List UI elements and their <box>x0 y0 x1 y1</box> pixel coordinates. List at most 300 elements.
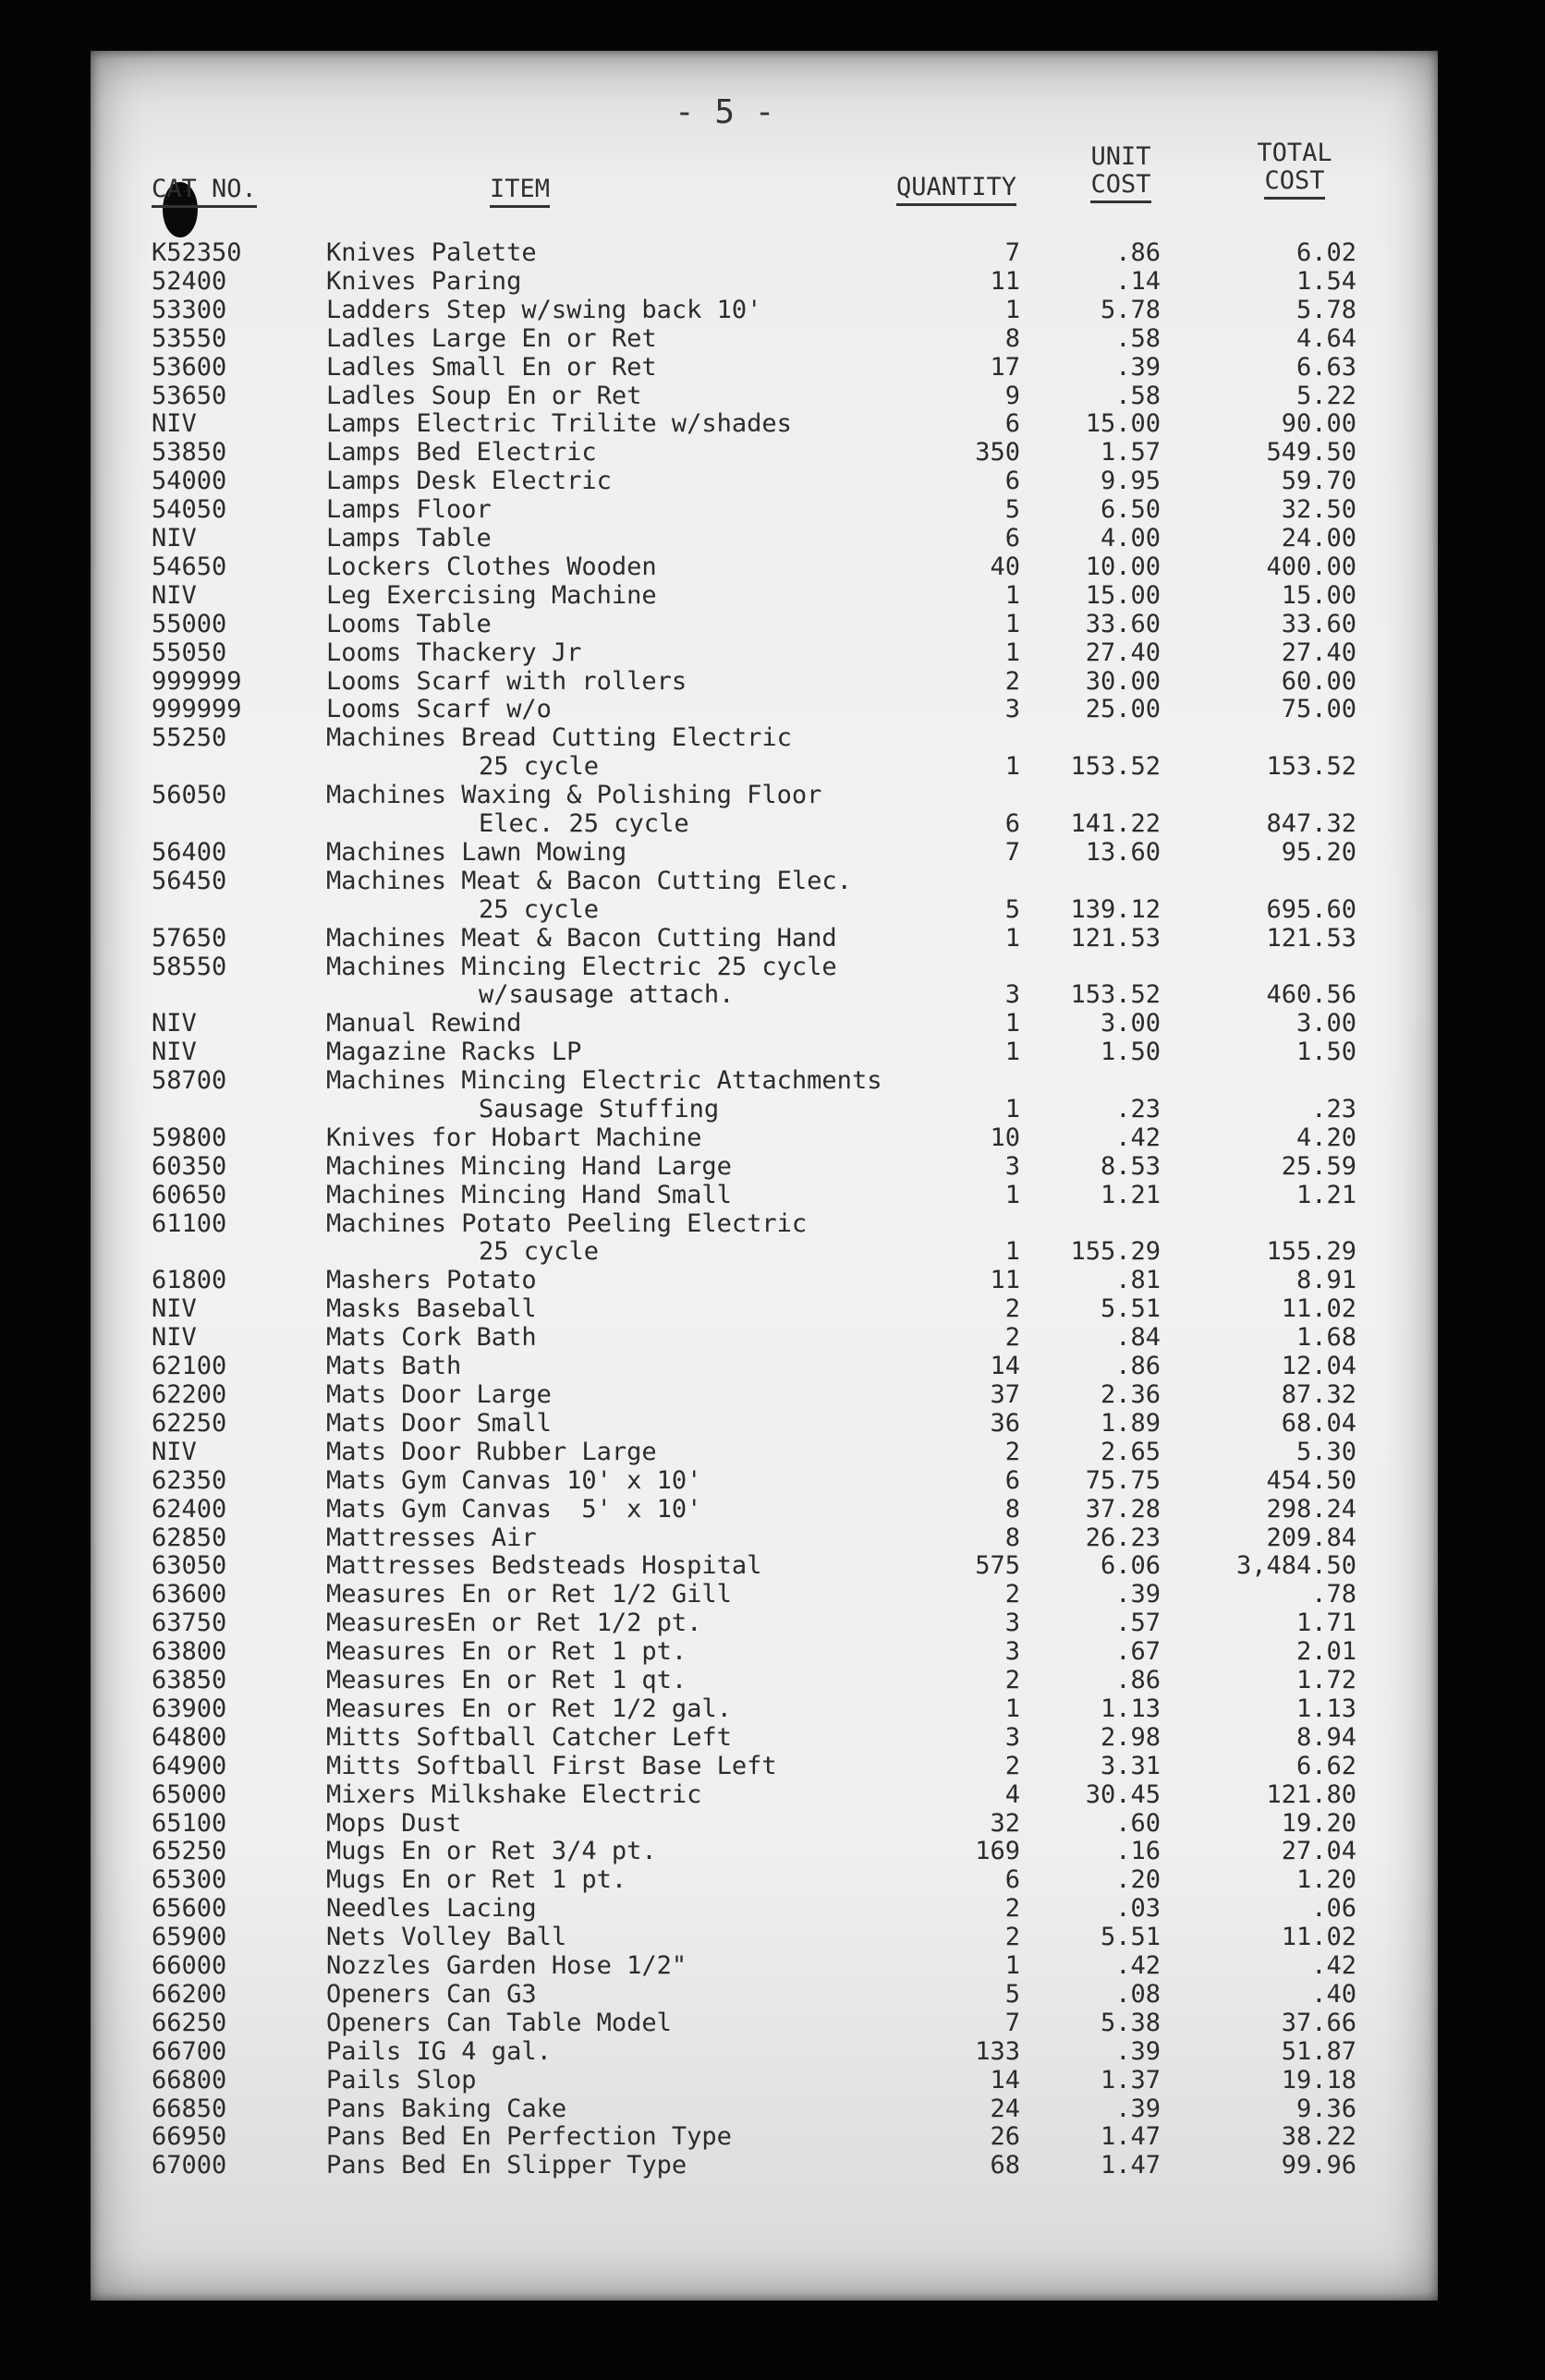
quantity-cell: 68 <box>990 2151 1020 2180</box>
header-unit-cost-line1: UNIT <box>1090 142 1151 171</box>
table-row <box>91 1353 1438 1381</box>
item-cell: Pans Bed En Slipper Type <box>326 2151 687 2180</box>
quantity-cell: 2 <box>1004 1580 1020 1609</box>
quantity-cell: 7 <box>1004 238 1020 267</box>
table-row <box>91 1924 1438 1952</box>
total-cost-cell: 1.20 <box>1296 1865 1356 1895</box>
total-cost-cell: .23 <box>1311 1094 1356 1123</box>
item-cell: Mashers Potato <box>326 1266 537 1295</box>
quantity-cell: 1 <box>1004 1009 1020 1038</box>
cat-no-cell: 63850 <box>152 1666 227 1694</box>
quantity-cell: 169 <box>975 1837 1020 1866</box>
item-cell: Mattresses Air <box>326 1523 537 1552</box>
unit-cost-cell: 3.00 <box>1100 1009 1161 1038</box>
item-cell: Ladles Large En or Ret <box>326 323 657 353</box>
item-cell: Mugs En or Ret 3/4 pt. <box>326 1837 657 1866</box>
table-row <box>91 2123 1438 2152</box>
header-cat-no <box>152 176 257 203</box>
quantity-cell: 4 <box>1004 1779 1020 1809</box>
quantity-cell: 3 <box>1004 695 1020 724</box>
cat-no-cell: 63050 <box>152 1551 227 1581</box>
cat-no-cell: 64800 <box>152 1722 227 1752</box>
table-row <box>91 468 1438 496</box>
total-cost-cell: .78 <box>1311 1580 1356 1609</box>
total-cost-cell: 87.32 <box>1281 1380 1356 1409</box>
item-cell: MeasuresEn or Ret 1/2 pt. <box>326 1609 702 1638</box>
total-cost-cell: 68.04 <box>1281 1408 1356 1438</box>
unit-cost-cell: 8.53 <box>1100 1151 1161 1181</box>
unit-cost-cell: 13.60 <box>1085 837 1161 867</box>
quantity-cell: 26 <box>990 2122 1020 2152</box>
table-row <box>91 382 1438 411</box>
cat-no-cell: 57650 <box>152 923 227 953</box>
item-cell: Lockers Clothes Wooden <box>326 552 657 581</box>
item-cell: Mattresses Bedsteads Hospital <box>326 1551 762 1581</box>
item-cell: Lamps Electric Trilite w/shades <box>326 409 792 439</box>
quantity-cell: 36 <box>990 1408 1020 1438</box>
cat-no-cell: 59800 <box>152 1123 227 1152</box>
cat-no-cell: 66000 <box>152 1951 227 1980</box>
cat-no-cell: 53300 <box>152 295 227 324</box>
item-cell: Pails Slop <box>326 2065 477 2095</box>
total-cost-cell: 51.87 <box>1281 2036 1356 2066</box>
table-row <box>91 1182 1438 1210</box>
total-cost-cell: 9.36 <box>1296 2094 1356 2123</box>
unit-cost-cell: .39 <box>1115 352 1161 382</box>
table-row <box>91 1753 1438 1781</box>
unit-cost-cell: .58 <box>1115 381 1161 410</box>
quantity-cell: 2 <box>1004 1666 1020 1694</box>
quantity-cell: 1 <box>1004 1694 1020 1723</box>
item-cell: Mitts Softball First Base Left <box>326 1751 777 1780</box>
cat-no-cell: 55000 <box>152 609 227 638</box>
item-cell: Mitts Softball Catcher Left <box>326 1722 732 1752</box>
cat-no-cell: 63800 <box>152 1637 227 1667</box>
item-cell: Mugs En or Ret 1 pt. <box>326 1865 627 1895</box>
cat-no-cell: 65300 <box>152 1865 227 1895</box>
total-cost-cell: 6.62 <box>1296 1751 1356 1780</box>
total-cost-cell: 38.22 <box>1281 2122 1356 2152</box>
cat-no-cell: NIV <box>152 1323 197 1353</box>
quantity-cell: 2 <box>1004 1323 1020 1353</box>
table-row <box>91 1638 1438 1667</box>
header-total-cost-line2: COST <box>1264 166 1324 200</box>
table-row <box>91 1524 1438 1553</box>
header-cat-no-label: CAT NO. <box>152 175 257 208</box>
cat-no-cell: 54650 <box>152 552 227 581</box>
page-number: - 5 - <box>675 93 775 131</box>
unit-cost-cell: 5.78 <box>1100 295 1161 324</box>
quantity-cell: 6 <box>1004 808 1020 838</box>
table-row <box>91 1496 1438 1524</box>
quantity-cell: 32 <box>990 1808 1020 1838</box>
cat-no-cell: 60650 <box>152 1180 227 1209</box>
unit-cost-cell: 153.52 <box>1070 980 1161 1010</box>
item-cell: Machines Mincing Electric Attachments <box>326 1066 882 1096</box>
document-page <box>91 51 1438 2301</box>
table-row <box>91 268 1438 297</box>
table-row <box>91 325 1438 354</box>
quantity-cell: 1 <box>1004 752 1020 782</box>
cat-no-cell: 56450 <box>152 866 227 895</box>
quantity-cell: 8 <box>1004 1523 1020 1552</box>
unit-cost-cell: 33.60 <box>1085 609 1161 638</box>
unit-cost-cell: .57 <box>1115 1609 1161 1638</box>
table-row <box>91 1381 1438 1410</box>
item-cell: Measures En or Ret 1 qt. <box>326 1666 687 1694</box>
table-row <box>91 1866 1438 1895</box>
quantity-cell: 2 <box>1004 1923 1020 1952</box>
item-cell: Nozzles Garden Hose 1/2" <box>326 1951 687 1980</box>
quantity-cell: 1 <box>1004 1237 1020 1267</box>
quantity-cell: 9 <box>1004 381 1020 410</box>
cat-no-cell: 65250 <box>152 1837 227 1866</box>
item-cell: Mats Gym Canvas 10' x 10' <box>326 1465 702 1495</box>
unit-cost-cell: 155.29 <box>1070 1237 1161 1267</box>
item-cell: Mats Gym Canvas 5' x 10' <box>326 1494 702 1524</box>
unit-cost-cell: 1.13 <box>1100 1694 1161 1723</box>
item-cell: Mops Dust <box>326 1808 462 1838</box>
cat-no-cell: 63900 <box>152 1694 227 1723</box>
total-cost-cell: 1.21 <box>1296 1180 1356 1209</box>
total-cost-cell: 1.68 <box>1296 1323 1356 1353</box>
cat-no-cell: 55250 <box>152 723 227 753</box>
cat-no-cell: 53850 <box>152 438 227 468</box>
cat-no-cell: NIV <box>152 580 197 610</box>
unit-cost-cell: 15.00 <box>1085 409 1161 439</box>
quantity-cell: 11 <box>990 1266 1020 1295</box>
cat-no-cell: NIV <box>152 1009 197 1038</box>
item-cell: Masks Baseball <box>326 1294 537 1324</box>
cat-no-cell: 62400 <box>152 1494 227 1524</box>
total-cost-cell: 6.02 <box>1296 238 1356 267</box>
item-cell: Mats Door Large <box>326 1380 552 1409</box>
quantity-cell: 2 <box>1004 1437 1020 1466</box>
quantity-cell: 1 <box>1004 1951 1020 1980</box>
header-quantity-label: QUANTITY <box>896 173 1016 206</box>
table-row <box>91 2038 1438 2067</box>
cat-no-cell: 65000 <box>152 1779 227 1809</box>
item-cell: Machines Meat & Bacon Cutting Elec. <box>326 866 852 895</box>
table-row <box>91 496 1438 525</box>
unit-cost-cell: 37.28 <box>1085 1494 1161 1524</box>
total-cost-cell: 121.80 <box>1266 1779 1356 1809</box>
header-unit-cost <box>1079 143 1162 199</box>
table-row <box>91 1981 1438 2010</box>
unit-cost-cell: 5.51 <box>1100 1923 1161 1952</box>
unit-cost-cell: 30.45 <box>1085 1779 1161 1809</box>
total-cost-cell: 37.66 <box>1281 2008 1356 2037</box>
cat-no-cell: 61800 <box>152 1266 227 1295</box>
table-row <box>91 1010 1438 1038</box>
unit-cost-cell: .67 <box>1115 1637 1161 1667</box>
unit-cost-cell: 9.95 <box>1100 467 1161 496</box>
quantity-cell: 1 <box>1004 638 1020 667</box>
cat-no-cell: 63600 <box>152 1580 227 1609</box>
unit-cost-cell: 139.12 <box>1070 894 1161 924</box>
total-cost-cell: 24.00 <box>1281 524 1356 552</box>
item-cell: Ladles Soup En or Ret <box>326 381 642 410</box>
unit-cost-cell: .39 <box>1115 2094 1161 2123</box>
cat-no-cell: 55050 <box>152 638 227 667</box>
table-row <box>91 553 1438 582</box>
unit-cost-cell: 1.57 <box>1100 438 1161 468</box>
quantity-cell: 1 <box>1004 580 1020 610</box>
item-cell: Pans Baking Cake <box>326 2094 567 2123</box>
cat-no-cell: 52400 <box>152 266 227 296</box>
table-row <box>91 1038 1438 1067</box>
unit-cost-cell: 26.23 <box>1085 1523 1161 1552</box>
item-cell: Looms Scarf w/o <box>326 695 552 724</box>
unit-cost-cell: .58 <box>1115 323 1161 353</box>
total-cost-cell: 5.30 <box>1296 1437 1356 1466</box>
cat-no-cell: 66850 <box>152 2094 227 2123</box>
item-cell: Needles Lacing <box>326 1894 537 1924</box>
total-cost-cell: 1.54 <box>1296 266 1356 296</box>
unit-cost-cell: .81 <box>1115 1266 1161 1295</box>
quantity-cell: 6 <box>1004 1465 1020 1495</box>
total-cost-cell: 60.00 <box>1281 666 1356 696</box>
unit-cost-cell: .03 <box>1115 1894 1161 1924</box>
total-cost-cell: 2.01 <box>1296 1637 1356 1667</box>
unit-cost-cell: 5.38 <box>1100 2008 1161 2037</box>
total-cost-cell: 3.00 <box>1296 1009 1356 1038</box>
cat-no-cell: 60350 <box>152 1151 227 1181</box>
total-cost-cell: 153.52 <box>1266 752 1356 782</box>
total-cost-cell: 75.00 <box>1281 695 1356 724</box>
unit-cost-cell: 3.31 <box>1100 1751 1161 1780</box>
unit-cost-cell: .42 <box>1115 1951 1161 1980</box>
quantity-cell: 5 <box>1004 1979 1020 2009</box>
table-row <box>91 1124 1438 1153</box>
cat-no-cell: 999999 <box>152 666 242 696</box>
item-cell: Nets Volley Ball <box>326 1923 567 1952</box>
table-row <box>91 297 1438 325</box>
table-row <box>91 1609 1438 1638</box>
total-cost-cell: 4.20 <box>1296 1123 1356 1152</box>
total-cost-cell: 19.18 <box>1281 2065 1356 2095</box>
total-cost-cell: 1.72 <box>1296 1666 1356 1694</box>
header-total-cost <box>1244 140 1345 195</box>
total-cost-cell: 90.00 <box>1281 409 1356 439</box>
table-row <box>91 668 1438 697</box>
item-cell: Openers Can G3 <box>326 1979 537 2009</box>
total-cost-cell: 400.00 <box>1266 552 1356 581</box>
table-row <box>91 1552 1438 1581</box>
unit-cost-cell: 121.53 <box>1070 923 1161 953</box>
unit-cost-cell: .14 <box>1115 266 1161 296</box>
table-row <box>91 1153 1438 1182</box>
cat-no-cell: 65100 <box>152 1808 227 1838</box>
item-cell: Lamps Table <box>326 524 492 552</box>
cat-no-cell: 66950 <box>152 2122 227 2152</box>
total-cost-cell: 155.29 <box>1266 1237 1356 1267</box>
cat-no-cell: NIV <box>152 409 197 439</box>
table-row <box>91 1724 1438 1753</box>
unit-cost-cell: 153.52 <box>1070 752 1161 782</box>
cat-no-cell: 66700 <box>152 2036 227 2066</box>
unit-cost-cell: .20 <box>1115 1865 1161 1895</box>
cat-no-cell: 62350 <box>152 1465 227 1495</box>
quantity-cell: 24 <box>990 2094 1020 2123</box>
item-cell-continuation: w/sausage attach. <box>479 980 735 1010</box>
unit-cost-cell: .60 <box>1115 1808 1161 1838</box>
total-cost-cell: 460.56 <box>1266 980 1356 1010</box>
unit-cost-cell: 1.47 <box>1100 2151 1161 2180</box>
total-cost-cell: 3,484.50 <box>1235 1551 1356 1581</box>
table-row <box>91 1324 1438 1353</box>
item-cell: Mats Cork Bath <box>326 1323 537 1353</box>
cat-no-cell: 62200 <box>152 1380 227 1409</box>
table-row <box>91 582 1438 611</box>
table-row <box>91 439 1438 468</box>
item-cell: Magazine Racks LP <box>326 1038 582 1067</box>
total-cost-cell: 27.04 <box>1281 1837 1356 1866</box>
table-row <box>91 1781 1438 1810</box>
item-cell: Machines Mincing Hand Large <box>326 1151 732 1181</box>
table-row <box>91 2152 1438 2180</box>
item-cell: Mixers Milkshake Electric <box>326 1779 702 1809</box>
item-cell: Machines Bread Cutting Electric <box>326 723 792 753</box>
table-row <box>91 2095 1438 2124</box>
table-row <box>91 953 1438 1011</box>
cat-no-cell: 56400 <box>152 837 227 867</box>
table-row <box>91 1810 1438 1839</box>
quantity-cell: 1 <box>1004 923 1020 953</box>
unit-cost-cell: .39 <box>1115 1580 1161 1609</box>
item-cell-continuation: Sausage Stuffing <box>479 1094 720 1123</box>
total-cost-cell: 5.22 <box>1296 381 1356 410</box>
total-cost-cell: 847.32 <box>1266 808 1356 838</box>
total-cost-cell: .06 <box>1311 1894 1356 1924</box>
quantity-cell: 1 <box>1004 1180 1020 1209</box>
table-row <box>91 1467 1438 1496</box>
quantity-cell: 6 <box>1004 409 1020 439</box>
table-row <box>91 1067 1438 1124</box>
total-cost-cell: .42 <box>1311 1951 1356 1980</box>
quantity-cell: 7 <box>1004 837 1020 867</box>
cat-no-cell: 54000 <box>152 467 227 496</box>
table-row <box>91 525 1438 553</box>
table-row <box>91 839 1438 868</box>
unit-cost-cell: .42 <box>1115 1123 1161 1152</box>
item-cell-continuation: 25 cycle <box>479 752 600 782</box>
table-row <box>91 639 1438 668</box>
unit-cost-cell: 6.50 <box>1100 495 1161 525</box>
unit-cost-cell: 1.37 <box>1100 2065 1161 2095</box>
cat-no-cell: 66250 <box>152 2008 227 2037</box>
cat-no-cell: 65600 <box>152 1894 227 1924</box>
quantity-cell: 2 <box>1004 666 1020 696</box>
unit-cost-cell: 30.00 <box>1085 666 1161 696</box>
table-row <box>91 782 1438 839</box>
quantity-cell: 3 <box>1004 1151 1020 1181</box>
item-cell: Leg Exercising Machine <box>326 580 657 610</box>
table-row <box>91 1667 1438 1695</box>
cat-no-cell: 53600 <box>152 352 227 382</box>
unit-cost-cell: .84 <box>1115 1323 1161 1353</box>
item-cell: Knives Paring <box>326 266 522 296</box>
item-cell: Looms Scarf with rollers <box>326 666 687 696</box>
total-cost-cell: 27.40 <box>1281 638 1356 667</box>
cat-no-cell: 58550 <box>152 952 227 981</box>
quantity-cell: 6 <box>1004 1865 1020 1895</box>
table-row <box>91 1895 1438 1924</box>
quantity-cell: 3 <box>1004 1637 1020 1667</box>
unit-cost-cell: 15.00 <box>1085 580 1161 610</box>
quantity-cell: 3 <box>1004 1722 1020 1752</box>
quantity-cell: 10 <box>990 1123 1020 1152</box>
quantity-cell: 8 <box>1004 323 1020 353</box>
total-cost-cell: 99.96 <box>1281 2151 1356 2180</box>
table-row <box>91 2010 1438 2038</box>
item-cell: Lamps Bed Electric <box>326 438 597 468</box>
total-cost-cell: 33.60 <box>1281 609 1356 638</box>
quantity-cell: 575 <box>975 1551 1020 1581</box>
table-row <box>91 1838 1438 1866</box>
cat-no-cell: 999999 <box>152 695 242 724</box>
unit-cost-cell: 10.00 <box>1085 552 1161 581</box>
item-cell: Machines Waxing & Polishing Floor <box>326 781 822 810</box>
quantity-cell: 6 <box>1004 467 1020 496</box>
table-row <box>91 1439 1438 1467</box>
quantity-cell: 11 <box>990 266 1020 296</box>
total-cost-cell: 121.53 <box>1266 923 1356 953</box>
total-cost-cell: 209.84 <box>1266 1523 1356 1552</box>
unit-cost-cell: 6.06 <box>1100 1551 1161 1581</box>
cat-no-cell: 62100 <box>152 1352 227 1381</box>
total-cost-cell: 6.63 <box>1296 352 1356 382</box>
item-cell: Machines Mincing Electric 25 cycle <box>326 952 837 981</box>
quantity-cell: 37 <box>990 1380 1020 1409</box>
unit-cost-cell: .23 <box>1115 1094 1161 1123</box>
unit-cost-cell: 2.65 <box>1100 1437 1161 1466</box>
total-cost-cell: 1.71 <box>1296 1609 1356 1638</box>
total-cost-cell: 5.78 <box>1296 295 1356 324</box>
unit-cost-cell: .08 <box>1115 1979 1161 2009</box>
cat-no-cell: 67000 <box>152 2151 227 2180</box>
total-cost-cell: 32.50 <box>1281 495 1356 525</box>
quantity-cell: 7 <box>1004 2008 1020 2037</box>
total-cost-cell: 695.60 <box>1266 894 1356 924</box>
item-cell: Mats Bath <box>326 1352 462 1381</box>
unit-cost-cell: .86 <box>1115 238 1161 267</box>
item-cell: Ladles Small En or Ret <box>326 352 657 382</box>
cat-no-cell: 65900 <box>152 1923 227 1952</box>
table-row <box>91 1581 1438 1609</box>
cat-no-cell: NIV <box>152 524 197 552</box>
unit-cost-cell: 1.50 <box>1100 1038 1161 1067</box>
unit-cost-cell: .16 <box>1115 1837 1161 1866</box>
table-row <box>91 868 1438 925</box>
cat-no-cell: 63750 <box>152 1609 227 1638</box>
cat-no-cell: 61100 <box>152 1208 227 1238</box>
table-row <box>91 696 1438 724</box>
table-row <box>91 2067 1438 2095</box>
table-row <box>91 1695 1438 1724</box>
cat-no-cell: 66200 <box>152 1979 227 2009</box>
item-cell: Machines Mincing Hand Small <box>326 1180 732 1209</box>
item-cell: Lamps Floor <box>326 495 492 525</box>
header-item-label: ITEM <box>490 175 550 208</box>
total-cost-cell: 12.04 <box>1281 1352 1356 1381</box>
item-cell: Lamps Desk Electric <box>326 467 612 496</box>
cat-no-cell: 53550 <box>152 323 227 353</box>
quantity-cell: 6 <box>1004 524 1020 552</box>
table-row <box>91 925 1438 953</box>
table-row <box>91 354 1438 382</box>
item-cell: Mats Door Small <box>326 1408 552 1438</box>
